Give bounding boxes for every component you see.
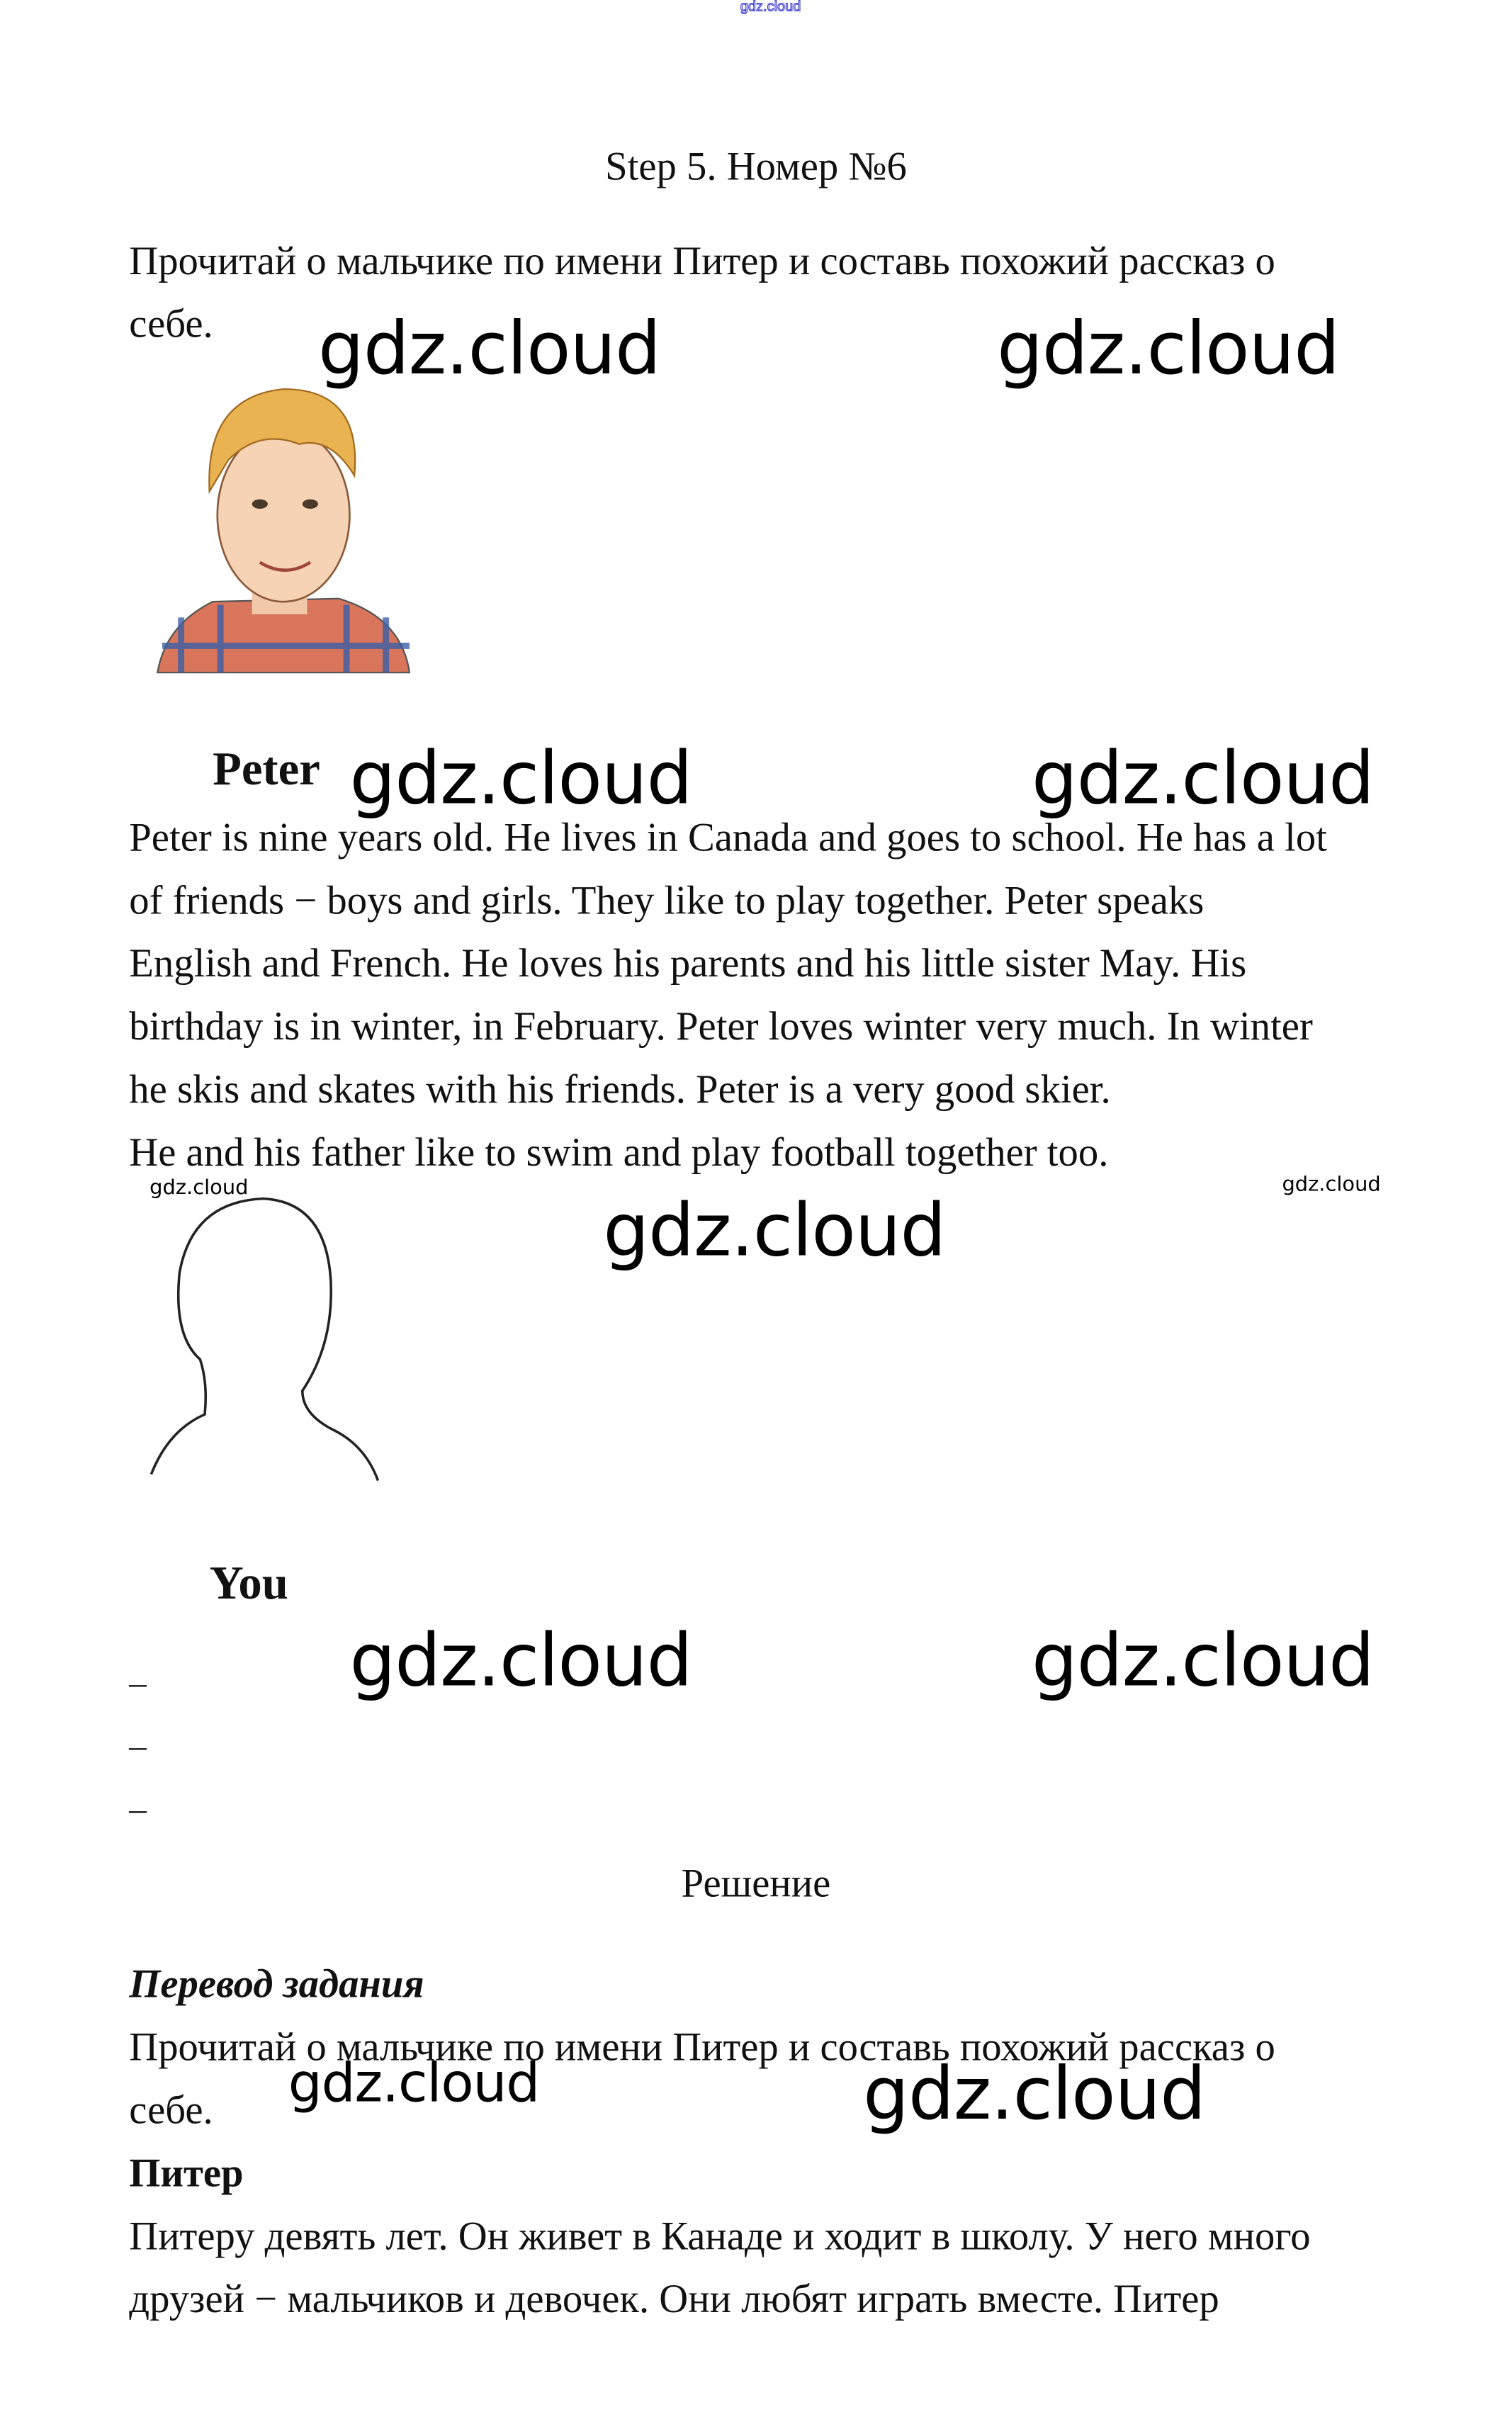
silhouette-illustration [145, 1194, 385, 1485]
task-line-1: Прочитай о мальчике по имени Питер и составь похожий рассказ о [129, 237, 1275, 284]
translation-task-line: себе. [129, 2087, 213, 2133]
watermark: gdz.cloud [1031, 1617, 1374, 1703]
peter-text-line: Peter is nine years old. He lives in Canada and goes to school. He has a lot [129, 814, 1327, 860]
solution-heading: Решение [681, 1860, 831, 1906]
peter-illustration [149, 366, 417, 697]
task-line-2: себе. [129, 300, 213, 347]
peter-text-line: He and his father like to swim and play football together too. [129, 1129, 1109, 1176]
peter-text-line: birthday is in winter, in February. Peter loves winter very much. In winter [129, 1003, 1313, 1049]
blank-line: _ [129, 1713, 147, 1754]
watermark: gdz.cloud [349, 736, 692, 821]
watermark: gdz.cloud [863, 2051, 1206, 2136]
watermark: gdz.cloud [997, 305, 1339, 391]
peter-text-line: he skis and skates with his friends. Peter is a very good skier. [129, 1066, 1111, 1112]
piter-label: Питер [129, 2150, 244, 2196]
watermark: gdz.cloud [288, 2052, 540, 2116]
page-title: Step 5. Номер №6 [605, 143, 907, 189]
piter-text-line: Питеру девять лет. Он живет в Канаде и ходит в школу. У него много [129, 2213, 1311, 2259]
peter-text-line: English and French. He loves his parents and his little sister May. His [129, 940, 1247, 986]
watermark-small: gdz.cloud [149, 1176, 249, 1200]
watermark: gdz.cloud [1031, 736, 1374, 821]
translation-task-line: Прочитай о мальчике по имени Питер и составь похожий рассказ о [129, 2024, 1275, 2070]
watermark: gdz.cloud [318, 305, 660, 391]
piter-text-line: друзей − мальчиков и девочек. Они любят играть вместе. Питер [129, 2276, 1219, 2322]
you-label: You [209, 1557, 288, 1610]
translation-heading: Перевод задания [129, 1961, 424, 2007]
watermark: gdz.cloud [603, 1188, 946, 1273]
blank-line: _ [129, 1650, 147, 1691]
blank-line: _ [129, 1776, 147, 1817]
peter-text-line: of friends − boys and girls. They like to play together. Peter speaks [129, 877, 1204, 923]
peter-label: Peter [213, 743, 320, 796]
watermark-small: gdz.cloud [1282, 1173, 1381, 1197]
watermark-top: gdz.cloud [740, 0, 801, 15]
watermark: gdz.cloud [349, 1617, 692, 1703]
